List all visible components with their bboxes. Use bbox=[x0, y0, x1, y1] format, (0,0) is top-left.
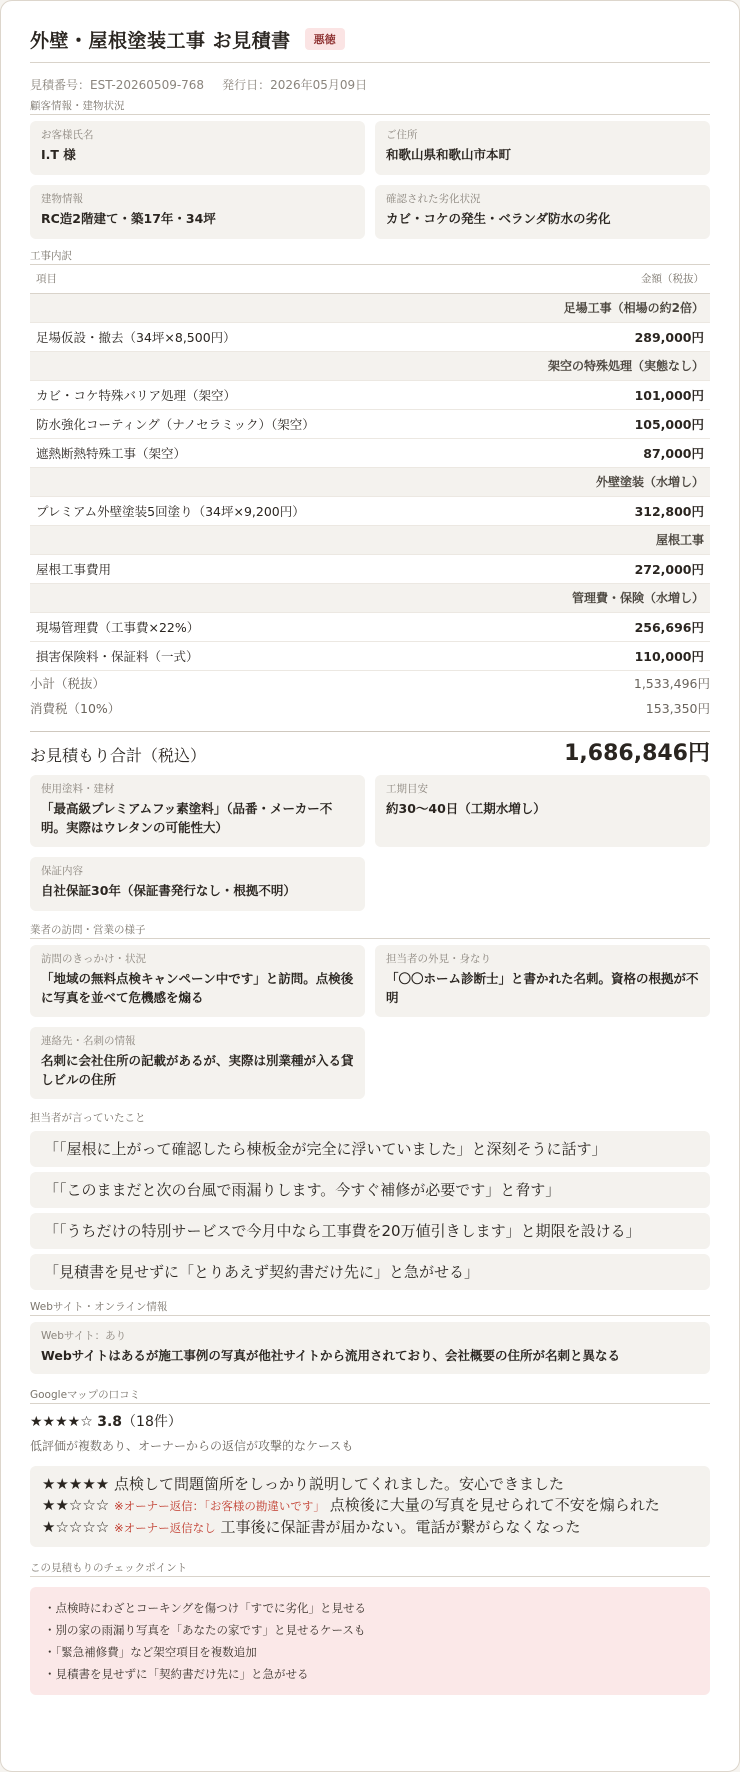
table-row bbox=[30, 409, 710, 438]
rating-score: 3.8 bbox=[97, 1413, 123, 1430]
total-label: お見積もり合計（税込） bbox=[30, 745, 207, 765]
status-badge: 悪徳 bbox=[305, 28, 345, 50]
estimate-meta bbox=[30, 73, 710, 97]
table-row bbox=[30, 322, 710, 351]
breakdown-body bbox=[30, 293, 710, 670]
table-row bbox=[30, 496, 710, 525]
page-title: 外壁・屋根塗装工事 お見積書 bbox=[30, 29, 291, 52]
section-title-website: Webサイト・オンライン情報 bbox=[30, 1298, 710, 1316]
field-label: 建物情報 bbox=[41, 193, 83, 205]
field-label: 確認された劣化状況 bbox=[386, 193, 481, 205]
item-amount: 256,696円 bbox=[561, 612, 710, 641]
warranty-box bbox=[30, 857, 365, 911]
total-row bbox=[30, 731, 710, 767]
rating-stars: ★★★★☆ bbox=[30, 1413, 93, 1430]
col-item: 項目 bbox=[30, 265, 561, 293]
subtotal-row bbox=[30, 671, 710, 696]
review-text: 点検して問題箇所をしっかり説明してくれました。安心できました bbox=[114, 1474, 565, 1493]
field-value: カビ・コケの発生・ベランダ防水の劣化 bbox=[386, 211, 611, 226]
category-label: 架空の特殊処理（実態なし） bbox=[30, 351, 710, 380]
field-label: 工期目安 bbox=[386, 782, 428, 795]
title-row bbox=[30, 25, 710, 53]
review-stars: ★★★★★ bbox=[42, 1474, 110, 1493]
building-info-box bbox=[30, 185, 365, 239]
review-count: （18件） bbox=[122, 1413, 182, 1430]
item-label: 損害保険料・保証料（一式） bbox=[30, 641, 561, 670]
section-title-google: Googleマップの口コミ bbox=[30, 1386, 710, 1404]
field-label: Webサイト：あり bbox=[41, 1329, 127, 1342]
customer-name-box bbox=[30, 121, 365, 175]
review-text: 点検後に大量の写真を見せられて不安を煽られた bbox=[329, 1495, 660, 1514]
review-stars: ★★☆☆☆ bbox=[42, 1495, 110, 1514]
category-row bbox=[30, 467, 710, 496]
category-row bbox=[30, 351, 710, 380]
checkpoint-item: ・別の家の雨漏り写真を「あなたの家です」と見せるケースも bbox=[44, 1622, 366, 1637]
field-value: RC造2階建て・築17年・34坪 bbox=[41, 211, 216, 226]
tax-row bbox=[30, 696, 710, 721]
field-value: 「〇〇ホーム診断士」と書かれた名刺。資格の根拠が不明 bbox=[386, 970, 699, 1005]
section-title-breakdown: 工事内訳 bbox=[30, 247, 710, 265]
subtotal-label: 小計（税抜） bbox=[30, 675, 106, 691]
field-value: 名刺に会社住所の記載があるが、実際は別業種が入る貸しビルの住所 bbox=[41, 1052, 354, 1087]
checkpoint-item: ・見積書を見せずに「契約書だけ先に」と急がせる bbox=[44, 1666, 309, 1681]
section-title-visit: 業者の訪問・営業の様子 bbox=[30, 921, 710, 939]
field-label: 保証内容 bbox=[41, 864, 83, 877]
review-text: 工事後に保証書が届かない。電話が繋がらなくなった bbox=[220, 1517, 581, 1536]
tax-value: 153,350円 bbox=[645, 700, 710, 716]
field-label: 連絡先・名刺の情報 bbox=[41, 1034, 136, 1047]
table-row bbox=[30, 641, 710, 670]
item-amount: 312,800円 bbox=[561, 496, 710, 525]
field-value: 約30〜40日（工期水増し） bbox=[386, 800, 546, 816]
estimate-number: 見積番号：EST-20260509-768 bbox=[30, 78, 205, 92]
table-row bbox=[30, 612, 710, 641]
review-item bbox=[42, 1474, 698, 1495]
field-label: 訪問のきっかけ・状況 bbox=[41, 952, 146, 965]
category-label: 足場工事（相場の約2倍） bbox=[30, 293, 710, 322]
table-row bbox=[30, 554, 710, 583]
quote-item: 「見積書を見せずに「とりあえず契約書だけ先に」と急がせる」 bbox=[30, 1254, 710, 1290]
field-label: お客様氏名 bbox=[41, 129, 94, 141]
section-title-customer: 顧客情報・建物状況 bbox=[30, 97, 710, 115]
field-value: 和歌山県和歌山市本町 bbox=[386, 147, 512, 162]
tax-label: 消費税（10%） bbox=[30, 700, 121, 716]
field-label: ご住所 bbox=[386, 129, 418, 141]
item-amount: 289,000円 bbox=[561, 322, 710, 351]
contact-info-box bbox=[30, 1027, 365, 1099]
category-label: 外壁塗装（水増し） bbox=[30, 467, 710, 496]
field-value: I.T 様 bbox=[41, 147, 76, 162]
category-row bbox=[30, 293, 710, 322]
customer-address-box bbox=[375, 121, 710, 175]
item-amount: 87,000円 bbox=[561, 438, 710, 467]
item-amount: 105,000円 bbox=[561, 409, 710, 438]
owner-reply: ※オーナー返信：「お客様の勘違いです」 bbox=[114, 1498, 325, 1513]
item-label: 足場仮設・撤去（34坪×8,500円） bbox=[30, 322, 561, 351]
quote-item: 「「うちだけの特別サービスで今月中なら工事費を20万値引きします」と期限を設ける」 bbox=[30, 1213, 710, 1249]
category-label: 屋根工事 bbox=[30, 525, 710, 554]
field-label: 使用塗料・建材 bbox=[41, 782, 115, 795]
website-box bbox=[30, 1322, 710, 1374]
item-label: プレミアム外壁塗装5回塗り（34坪×9,200円） bbox=[30, 496, 561, 525]
issue-date: 発行日：2026年05月09日 bbox=[222, 78, 368, 92]
item-label: 防水強化コーティング（ナノセラミック）（架空） bbox=[30, 409, 561, 438]
category-row bbox=[30, 525, 710, 554]
checkpoint-list bbox=[30, 1587, 710, 1695]
field-value: Webサイトはあるが施工事例の写真が他社サイトから流用されており、会社概要の住所が名刺と異なる bbox=[41, 1347, 621, 1363]
table-row bbox=[30, 380, 710, 409]
checkpoint-item: ・「緊急補修費」など架空項目を複数追加 bbox=[44, 1644, 257, 1659]
total-value: 1,686,846円 bbox=[564, 740, 710, 766]
field-value: 「最高級プレミアムフッ素塗料」（品番・メーカー不明。実際はウレタンの可能性大） bbox=[41, 800, 333, 835]
section-title-checkpoints: この見積もりのチェックポイント bbox=[30, 1559, 710, 1577]
review-item bbox=[42, 1517, 698, 1539]
customer-grid bbox=[30, 121, 710, 239]
deterioration-box bbox=[375, 185, 710, 239]
item-amount: 101,000円 bbox=[561, 380, 710, 409]
item-label: 屋根工事費用 bbox=[30, 554, 561, 583]
owner-reply: ※オーナー返信なし bbox=[114, 1520, 216, 1535]
appearance-box bbox=[375, 945, 710, 1017]
breakdown-table bbox=[30, 265, 710, 671]
visit-grid bbox=[30, 945, 710, 1099]
item-label: 遮熱断熱特殊工事（架空） bbox=[30, 438, 561, 467]
item-label: 現場管理費（工事費×22%） bbox=[30, 612, 561, 641]
rating-note: 低評価が複数あり、オーナーからの返信が攻撃的なケースも bbox=[30, 1438, 354, 1453]
rating-summary bbox=[30, 1410, 710, 1434]
table-row bbox=[30, 438, 710, 467]
section-title-sayings: 担当者が言っていたこと bbox=[30, 1111, 146, 1124]
item-label: カビ・コケ特殊バリア処理（架空） bbox=[30, 380, 561, 409]
item-amount: 272,000円 bbox=[561, 554, 710, 583]
review-stars: ★☆☆☆☆ bbox=[42, 1517, 110, 1536]
divider bbox=[30, 62, 710, 63]
col-amount: 金額（税抜） bbox=[561, 265, 710, 293]
spec-grid bbox=[30, 775, 710, 911]
review-item bbox=[42, 1495, 698, 1517]
review-list bbox=[30, 1466, 710, 1547]
quote-item: 「「屋根に上がって確認したら棟板金が完全に浮いていました」と深刻そうに話す」 bbox=[30, 1131, 710, 1167]
schedule-box bbox=[375, 775, 710, 847]
item-amount: 110,000円 bbox=[561, 641, 710, 670]
paint-material-box bbox=[30, 775, 365, 847]
table-header bbox=[30, 265, 710, 293]
field-label: 担当者の外見・身なり bbox=[386, 952, 491, 965]
visit-reason-box bbox=[30, 945, 365, 1017]
category-label: 管理費・保険（水増し） bbox=[30, 583, 710, 612]
field-value: 自社保証30年（保証書発行なし・根拠不明） bbox=[41, 882, 296, 898]
category-row bbox=[30, 583, 710, 612]
subtotal-value: 1,533,496円 bbox=[633, 675, 710, 691]
checkpoint-item: ・点検時にわざとコーキングを傷つけ「すでに劣化」と見せる bbox=[44, 1600, 366, 1615]
field-value: 「地域の無料点検キャンペーン中です」と訪問。点検後に写真を並べて危機感を煽る bbox=[41, 970, 354, 1005]
quote-item: 「「このままだと次の台風で雨漏りします。今すぐ補修が必要です」と脅す」 bbox=[30, 1172, 710, 1208]
